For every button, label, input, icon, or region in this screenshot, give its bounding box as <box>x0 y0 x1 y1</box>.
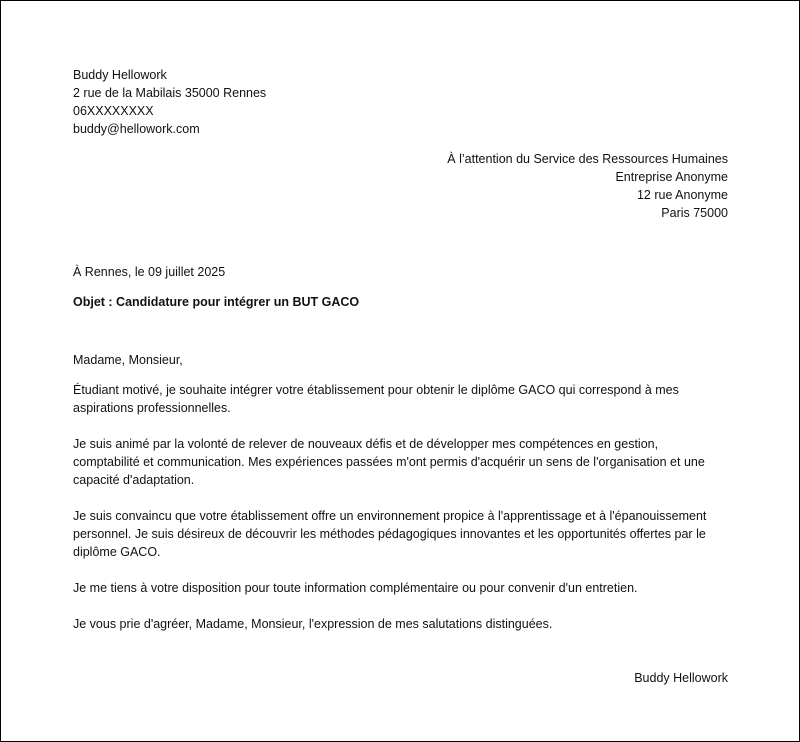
recipient-company: Entreprise Anonyme <box>615 170 728 184</box>
letter-paragraph: Je vous prie d'agréer, Madame, Monsieur, l'expression de mes salutations distinguées. <box>73 617 553 631</box>
recipient-city: Paris 75000 <box>661 206 728 220</box>
recipient-street: 12 rue Anonyme <box>636 188 728 202</box>
letter-subject: Objet : Candidature pour intégrer un BUT GACO <box>73 295 360 309</box>
letter-paragraph: Je me tiens à votre disposition pour toute information complémentaire ou pour convenir d'un entretien. <box>73 581 638 595</box>
sender-phone: 06XXXXXXXX <box>73 104 154 118</box>
letter-paragraph: Étudiant motivé, je souhaite intégrer votre établissement pour obtenir le diplôme GACO qui correspond à mes aspirations professionnelles. <box>73 383 679 415</box>
sender-email: buddy@hellowork.com <box>73 122 200 136</box>
letter-paragraph: Je suis convaincu que votre établissement offre un environnement propice à l'apprentissage et à l'épanouissement personnel. Je suis désireux de découvrir les méthodes pédagogiques innovantes et les opportunités offertes par le diplôme GACO. <box>73 509 707 559</box>
letter-body <box>73 66 728 687</box>
recipient-attention: À l’attention du Service des Ressources Humaines <box>447 152 728 166</box>
recipient-block <box>73 150 728 222</box>
letter-date: À Rennes, le 09 juillet 2025 <box>73 265 226 279</box>
sender-name: Buddy Hellowork <box>73 68 167 82</box>
sender-address: 2 rue de la Mabilais 35000 Rennes <box>73 86 267 100</box>
letter-paragraph: Je suis animé par la volonté de relever de nouveaux défis et de développer mes compétences en gestion, comptabilité et communication. Mes expériences passées m'ont permis d'acquérir un sens de l'organisation et une capacité d'adaptation. <box>73 437 705 487</box>
letter-salutation: Madame, Monsieur, <box>73 353 183 367</box>
sender-block <box>73 66 728 138</box>
letter-signature: Buddy Hellowork <box>634 671 728 685</box>
